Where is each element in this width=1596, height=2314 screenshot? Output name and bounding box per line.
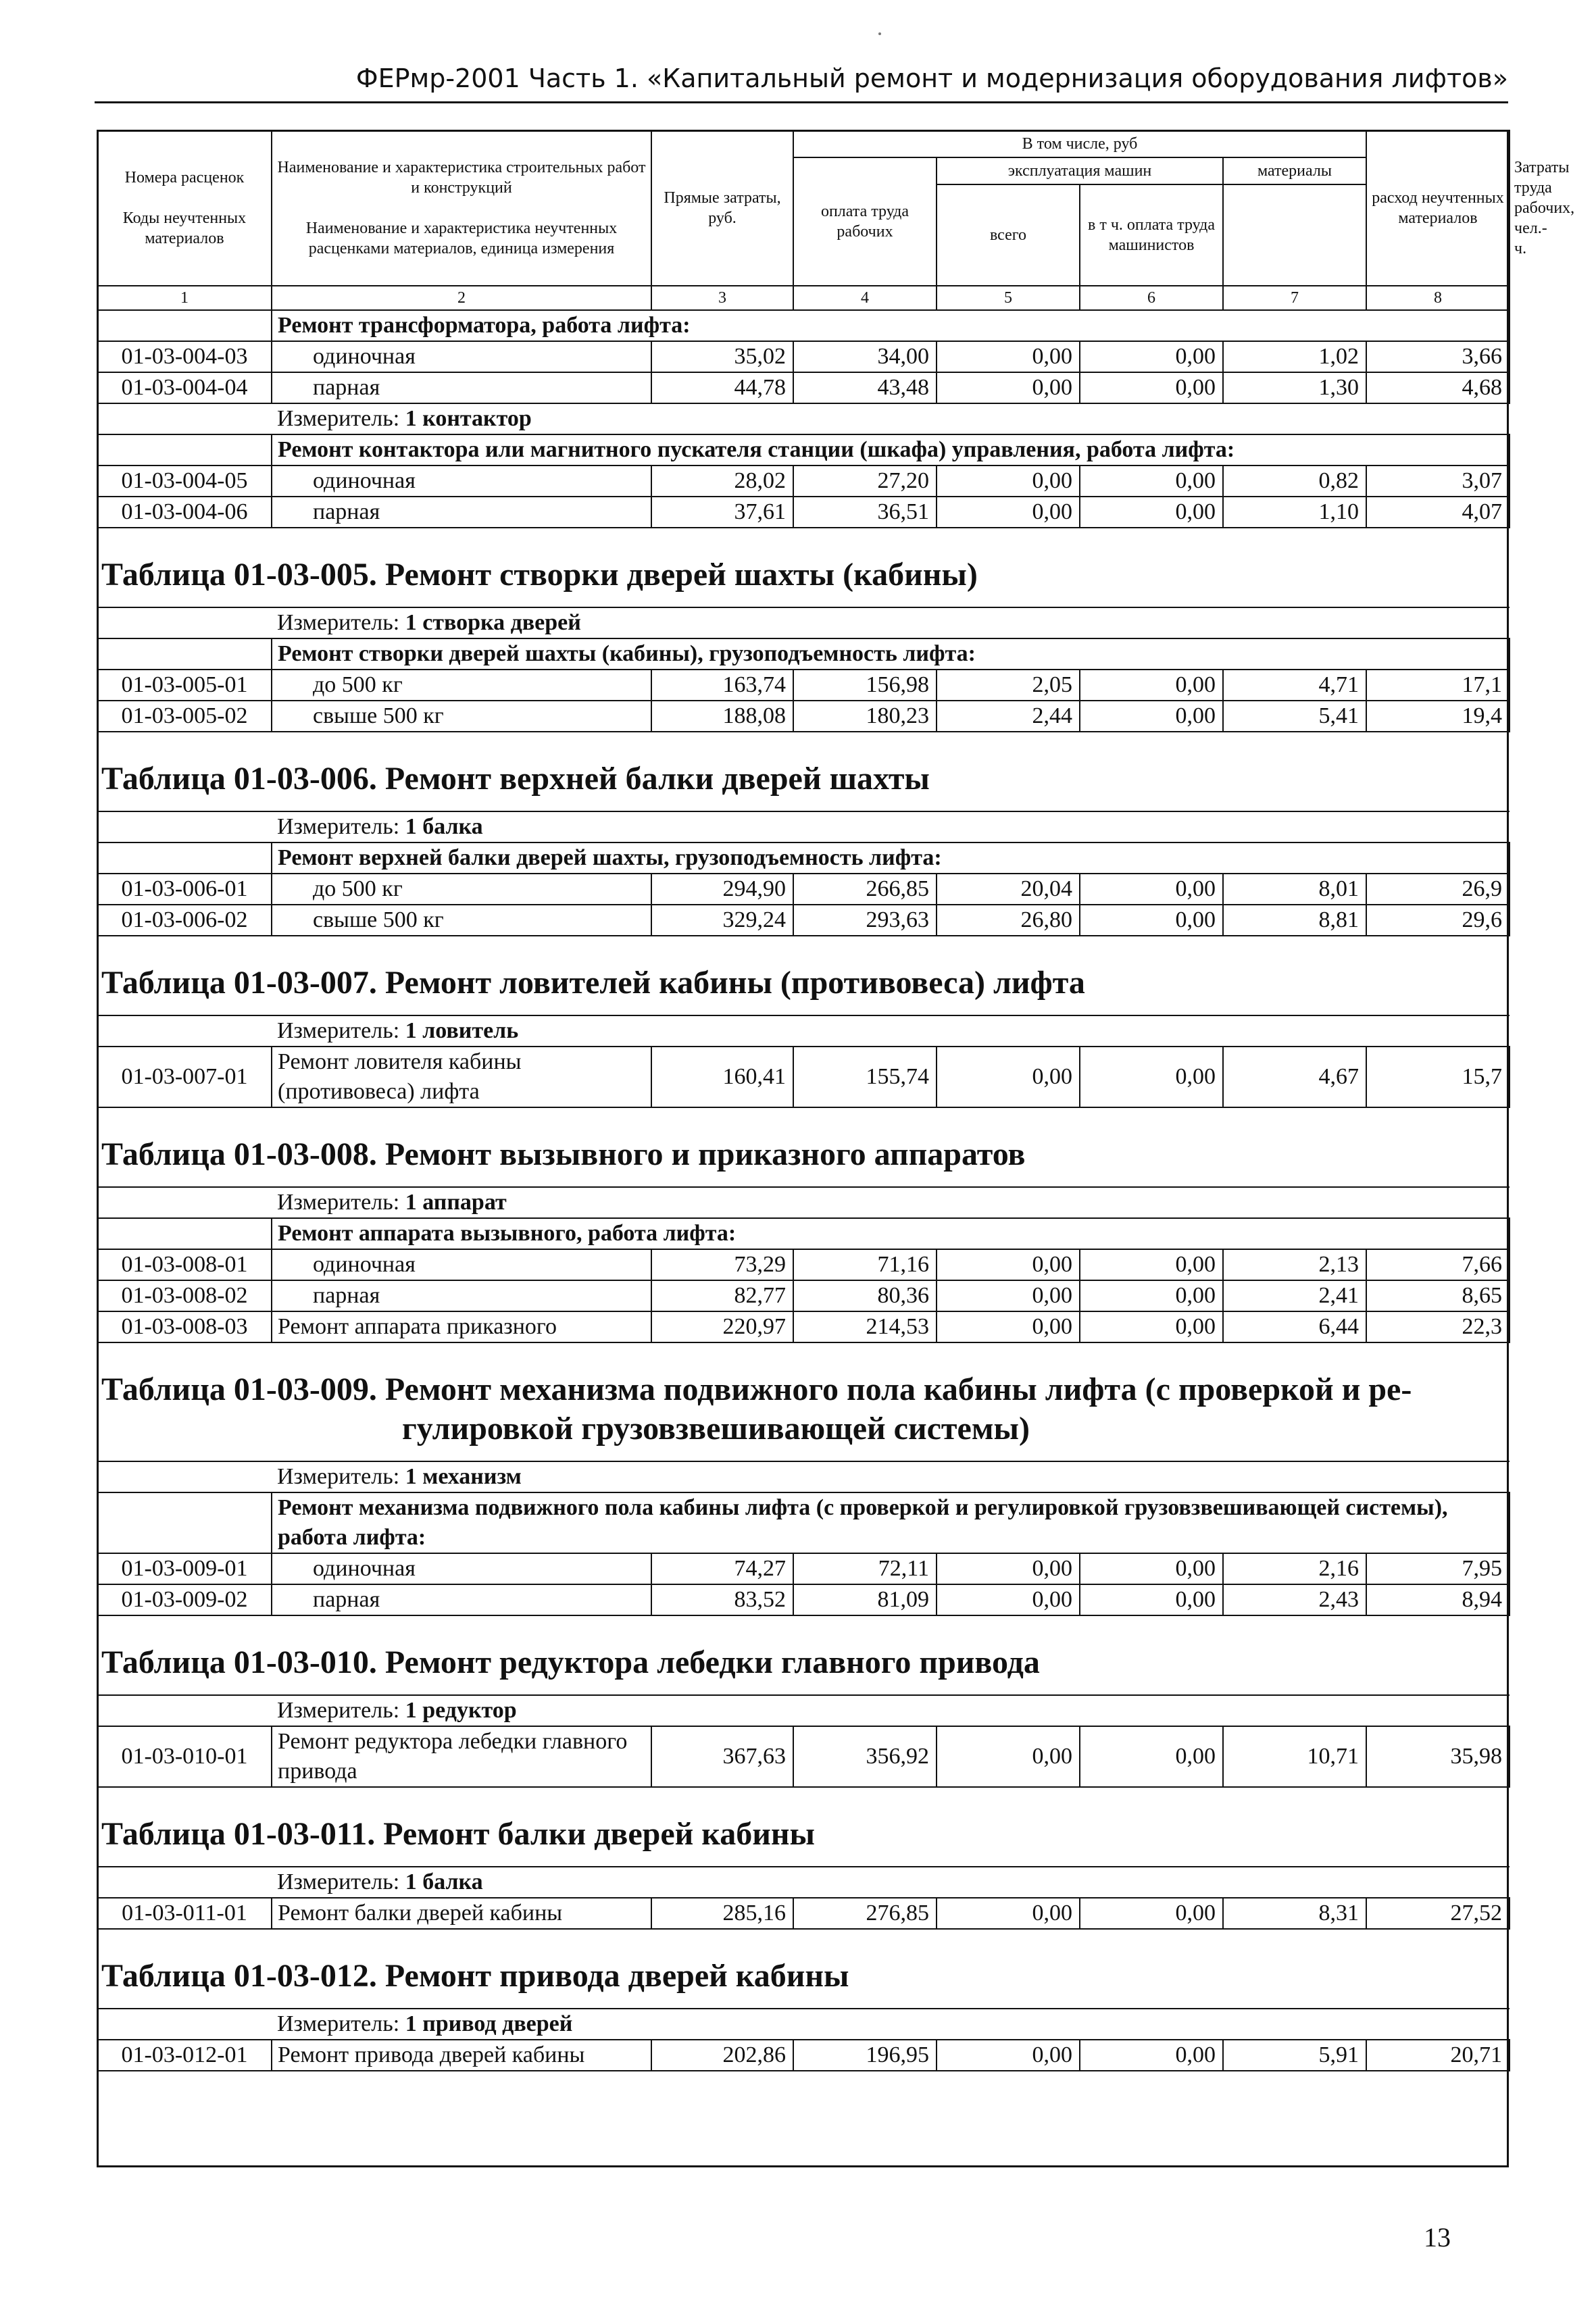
table-title <box>97 1615 1510 1695</box>
hdr-wage: оплата труда рабочих <box>793 157 937 286</box>
wage-cost: 293,63 <box>793 905 937 936</box>
rates-table <box>97 130 1575 2071</box>
idx-5: 5 <box>937 286 1080 310</box>
measure-code-blank <box>97 1015 272 1047</box>
machine-cost: 0,00 <box>937 1584 1080 1615</box>
wage-cost: 43,48 <box>793 372 937 403</box>
machinist-wage: 0,00 <box>1080 1311 1223 1342</box>
wage-cost: 36,51 <box>793 497 937 528</box>
group-code-blank <box>97 434 272 466</box>
direct-cost: 83,52 <box>651 1584 793 1615</box>
direct-cost: 160,41 <box>651 1047 793 1107</box>
rate-code: 01-03-009-02 <box>97 1584 272 1615</box>
machinist-wage: 0,00 <box>1080 1726 1223 1787</box>
wage-cost: 81,09 <box>793 1584 937 1615</box>
table-body <box>97 130 1575 2071</box>
measure-code-blank <box>97 1695 272 1726</box>
idx-7: 7 <box>1223 286 1366 310</box>
labor-cost: 22,3 <box>1366 1311 1510 1342</box>
machinist-wage: 0,00 <box>1080 670 1223 701</box>
measure-cell <box>272 1461 1510 1492</box>
table-row <box>97 1553 1510 1584</box>
table-row <box>97 497 1510 528</box>
measure-prefix: Измеритель: <box>277 814 400 839</box>
table-row <box>97 1311 1510 1342</box>
machine-cost: 0,00 <box>937 2040 1080 2071</box>
hdr-mat-cons: расход неучтенных материалов <box>1366 130 1510 286</box>
rate-name: Ремонт привода дверей кабины <box>272 2040 651 2071</box>
machinist-wage: 0,00 <box>1080 1898 1223 1929</box>
machinist-wage: 0,00 <box>1080 905 1223 936</box>
direct-cost: 220,97 <box>651 1311 793 1342</box>
materials-cost: 8,31 <box>1223 1898 1366 1929</box>
measure-row <box>97 1187 1510 1218</box>
rate-code: 01-03-004-03 <box>97 341 272 372</box>
measure-unit: 1 створка дверей <box>405 610 581 635</box>
hdr-mat-codes-text: Коды неучтенных материалов <box>122 209 247 247</box>
table-row <box>97 701 1510 732</box>
hdr-work-name-text: Наименование и характеристика строительных работ и конструкций <box>277 159 646 197</box>
labor-cost: 4,07 <box>1366 497 1510 528</box>
measure-prefix: Измеритель: <box>277 610 400 635</box>
rate-name: Ремонт ловителя кабины (противовеса) лифта <box>272 1047 651 1107</box>
measure-code-blank <box>97 607 272 638</box>
labor-cost: 4,68 <box>1366 372 1510 403</box>
hdr-mat-name-text: Наименование и характеристика неучтенных расценками материалов, единица измерения <box>305 220 618 257</box>
machine-cost: 0,00 <box>937 1726 1080 1787</box>
direct-cost: 73,29 <box>651 1249 793 1280</box>
document-body <box>97 130 1575 2071</box>
machinist-wage: 0,00 <box>1080 1584 1223 1615</box>
direct-cost: 74,27 <box>651 1553 793 1584</box>
materials-cost: 2,13 <box>1223 1249 1366 1280</box>
group-heading-row <box>97 842 1510 874</box>
group-heading: Ремонт механизма подвижного пола кабины лифта (с проверкой и регулировкой грузовзвешивающей системы), работа лифта: <box>272 1492 1510 1553</box>
measure-unit: 1 привод дверей <box>405 2011 573 2036</box>
measure-cell <box>272 1695 1510 1726</box>
measure-prefix: Измеритель: <box>277 1698 400 1723</box>
direct-cost: 37,61 <box>651 497 793 528</box>
rate-name: Ремонт балки дверей кабины <box>272 1898 651 1929</box>
group-code-blank <box>97 842 272 874</box>
machinist-wage: 0,00 <box>1080 701 1223 732</box>
hdr-direct: Прямые затраты, руб. <box>651 130 793 286</box>
group-code-blank <box>97 638 272 670</box>
direct-cost: 35,02 <box>651 341 793 372</box>
labor-cost: 8,65 <box>1366 1280 1510 1311</box>
measure-code-blank <box>97 1867 272 1898</box>
machine-cost: 2,44 <box>937 701 1080 732</box>
machinist-wage: 0,00 <box>1080 874 1223 905</box>
table-row <box>97 372 1510 403</box>
table-row <box>97 874 1510 905</box>
table-row <box>97 1726 1510 1787</box>
machinist-wage: 0,00 <box>1080 1553 1223 1584</box>
table-title-text: Таблица 01-03-008. Ремонт вызывного и приказного аппаратов <box>101 1136 1026 1172</box>
header-rule <box>95 101 1508 103</box>
materials-cost: 1,10 <box>1223 497 1366 528</box>
machine-cost: 0,00 <box>937 1047 1080 1107</box>
hdr-incl-wage: в т ч. оплата труда машинистов <box>1080 184 1223 286</box>
running-header: ФЕРмр-2001 Часть 1. «Капитальный ремонт и модернизация оборудования лифтов» <box>355 64 1508 93</box>
table-row <box>97 1047 1510 1107</box>
measure-row <box>97 1867 1510 1898</box>
group-heading: Ремонт аппарата вызывного, работа лифта: <box>272 1218 1510 1249</box>
rate-name: Ремонт аппарата приказного <box>272 1311 651 1342</box>
measure-row <box>97 1015 1510 1047</box>
machinist-wage: 0,00 <box>1080 372 1223 403</box>
rate-code: 01-03-012-01 <box>97 2040 272 2071</box>
direct-cost: 285,16 <box>651 1898 793 1929</box>
table-title-row <box>97 1929 1510 2009</box>
direct-cost: 188,08 <box>651 701 793 732</box>
table-row <box>97 1584 1510 1615</box>
group-heading-row <box>97 1492 1510 1553</box>
rate-code: 01-03-005-02 <box>97 701 272 732</box>
idx-4: 4 <box>793 286 937 310</box>
labor-cost: 29,6 <box>1366 905 1510 936</box>
table-title-text: Таблица 01-03-009. Ремонт механизма подвижного пола кабины лифта (с проверкой и ре- <box>101 1372 1412 1407</box>
group-code-blank <box>97 310 272 341</box>
table-title <box>97 1787 1510 1867</box>
measure-prefix: Измеритель: <box>277 1869 400 1894</box>
labor-cost: 7,66 <box>1366 1249 1510 1280</box>
table-row <box>97 670 1510 701</box>
measure-unit: 1 аппарат <box>405 1190 507 1215</box>
hdr-name <box>272 130 651 286</box>
machine-cost: 20,04 <box>937 874 1080 905</box>
rate-code: 01-03-009-01 <box>97 1553 272 1584</box>
labor-cost: 8,94 <box>1366 1584 1510 1615</box>
table-title <box>97 1107 1510 1187</box>
table-title <box>97 1342 1510 1461</box>
direct-cost: 294,90 <box>651 874 793 905</box>
measure-cell <box>272 1187 1510 1218</box>
measure-unit: 1 балка <box>405 1869 483 1894</box>
table-title <box>97 936 1510 1015</box>
wage-cost: 196,95 <box>793 2040 937 2071</box>
measure-code-blank <box>97 2009 272 2040</box>
group-heading-row <box>97 1218 1510 1249</box>
measure-cell <box>272 1867 1510 1898</box>
wage-cost: 156,98 <box>793 670 937 701</box>
direct-cost: 202,86 <box>651 2040 793 2071</box>
table-row <box>97 905 1510 936</box>
machine-cost: 2,05 <box>937 670 1080 701</box>
hdr-materials: материалы <box>1223 157 1366 184</box>
rate-code: 01-03-010-01 <box>97 1726 272 1787</box>
table-title-text: Таблица 01-03-005. Ремонт створки дверей шахты (кабины) <box>101 557 978 593</box>
group-code-blank <box>97 1218 272 1249</box>
rate-code: 01-03-006-02 <box>97 905 272 936</box>
rate-code: 01-03-006-01 <box>97 874 272 905</box>
measure-prefix: Измеритель: <box>277 2011 400 2036</box>
measure-cell <box>272 811 1510 842</box>
machine-cost: 0,00 <box>937 1280 1080 1311</box>
idx-6: 6 <box>1080 286 1223 310</box>
direct-cost: 329,24 <box>651 905 793 936</box>
machine-cost: 26,80 <box>937 905 1080 936</box>
measure-row <box>97 403 1510 434</box>
machinist-wage: 0,00 <box>1080 341 1223 372</box>
materials-cost: 8,01 <box>1223 874 1366 905</box>
table-title-continuation: гулировкой грузовзвешивающей системы) <box>402 1411 1030 1447</box>
hdr-incl: В том числе, руб <box>793 130 1366 157</box>
materials-cost: 5,91 <box>1223 2040 1366 2071</box>
rate-name: парная <box>272 1584 651 1615</box>
hdr-machine: эксплуатация машин <box>937 157 1223 184</box>
table-title <box>97 732 1510 811</box>
measure-unit: 1 ловитель <box>405 1018 519 1043</box>
rate-name: свыше 500 кг <box>272 905 651 936</box>
wage-cost: 80,36 <box>793 1280 937 1311</box>
measure-cell <box>272 403 1510 434</box>
materials-cost: 1,02 <box>1223 341 1366 372</box>
table-title-row <box>97 936 1510 1015</box>
machine-cost: 0,00 <box>937 466 1080 497</box>
labor-cost: 20,71 <box>1366 2040 1510 2071</box>
machine-cost: 0,00 <box>937 341 1080 372</box>
wage-cost: 34,00 <box>793 341 937 372</box>
measure-row <box>97 811 1510 842</box>
rate-code: 01-03-004-04 <box>97 372 272 403</box>
rate-name: свыше 500 кг <box>272 701 651 732</box>
rate-code: 01-03-011-01 <box>97 1898 272 1929</box>
labor-cost: 3,66 <box>1366 341 1510 372</box>
measure-cell <box>272 607 1510 638</box>
materials-cost: 2,43 <box>1223 1584 1366 1615</box>
table-title-row <box>97 1615 1510 1695</box>
table-title <box>97 1929 1510 2009</box>
machine-cost: 0,00 <box>937 1553 1080 1584</box>
measure-prefix: Измеритель: <box>277 1464 400 1489</box>
wage-cost: 214,53 <box>793 1311 937 1342</box>
wage-cost: 27,20 <box>793 466 937 497</box>
hdr-rate-no <box>97 130 272 286</box>
rate-name: парная <box>272 372 651 403</box>
wage-cost: 180,23 <box>793 701 937 732</box>
labor-cost: 27,52 <box>1366 1898 1510 1929</box>
measure-row <box>97 607 1510 638</box>
hdr-materials-blank <box>1223 184 1366 286</box>
measure-prefix: Измеритель: <box>277 406 400 431</box>
rate-name: до 500 кг <box>272 874 651 905</box>
rate-code: 01-03-005-01 <box>97 670 272 701</box>
idx-3: 3 <box>651 286 793 310</box>
rate-name: одиночная <box>272 1553 651 1584</box>
labor-cost: 7,95 <box>1366 1553 1510 1584</box>
wage-cost: 72,11 <box>793 1553 937 1584</box>
labor-cost: 19,4 <box>1366 701 1510 732</box>
machine-cost: 0,00 <box>937 497 1080 528</box>
group-heading-row <box>97 310 1510 341</box>
machine-cost: 0,00 <box>937 1898 1080 1929</box>
measure-cell <box>272 2009 1510 2040</box>
table-row <box>97 1898 1510 1929</box>
measure-code-blank <box>97 1461 272 1492</box>
direct-cost: 163,74 <box>651 670 793 701</box>
table-row <box>97 1280 1510 1311</box>
measure-row <box>97 1461 1510 1492</box>
table-title-row <box>97 732 1510 811</box>
direct-cost: 82,77 <box>651 1280 793 1311</box>
machinist-wage: 0,00 <box>1080 1249 1223 1280</box>
table-row <box>97 341 1510 372</box>
header-index-row <box>97 286 1510 310</box>
direct-cost: 44,78 <box>651 372 793 403</box>
table-title-row <box>97 1787 1510 1867</box>
wage-cost: 276,85 <box>793 1898 937 1929</box>
page-number: 13 <box>1424 2222 1451 2253</box>
measure-prefix: Измеритель: <box>277 1190 400 1215</box>
labor-cost: 17,1 <box>1366 670 1510 701</box>
rate-code: 01-03-007-01 <box>97 1047 272 1107</box>
direct-cost: 367,63 <box>651 1726 793 1787</box>
table-title-row <box>97 1107 1510 1187</box>
machine-cost: 0,00 <box>937 1249 1080 1280</box>
table-title-text: Таблица 01-03-012. Ремонт привода дверей кабины <box>101 1958 849 1994</box>
machinist-wage: 0,00 <box>1080 497 1223 528</box>
measure-prefix: Измеритель: <box>277 1018 400 1043</box>
rate-code: 01-03-004-05 <box>97 466 272 497</box>
table-title-row <box>97 1342 1510 1461</box>
idx-8: 8 <box>1366 286 1510 310</box>
measure-row <box>97 2009 1510 2040</box>
materials-cost: 5,41 <box>1223 701 1366 732</box>
materials-cost: 1,30 <box>1223 372 1366 403</box>
measure-unit: 1 редуктор <box>405 1698 517 1723</box>
wage-cost: 356,92 <box>793 1726 937 1787</box>
materials-cost: 2,16 <box>1223 1553 1366 1584</box>
hdr-total: всего <box>937 184 1080 286</box>
header-row-1: Номера расценок Коды неучтенных материалов Наименование и характеристика строительных работ и конструкций Наименование и характеристика неучтенных расценками материалов, единица измерения Прямые затраты, руб. В том числе, руб расход неучтенных материалов Затраты труда рабочих, чел.-ч. <box>97 130 1510 157</box>
rate-code: 01-03-008-03 <box>97 1311 272 1342</box>
machinist-wage: 0,00 <box>1080 1047 1223 1107</box>
table-title-text: Таблица 01-03-010. Ремонт редуктора лебедки главного привода <box>101 1644 1040 1680</box>
scan-speck <box>878 32 881 35</box>
measure-unit: 1 механизм <box>405 1464 522 1489</box>
table-title-row <box>97 528 1510 607</box>
measure-unit: 1 балка <box>405 814 483 839</box>
machine-cost: 0,00 <box>937 1311 1080 1342</box>
wage-cost: 155,74 <box>793 1047 937 1107</box>
group-code-blank <box>97 1492 272 1553</box>
measure-cell <box>272 1015 1510 1047</box>
table-title-text: Таблица 01-03-007. Ремонт ловителей кабины (противовеса) лифта <box>101 965 1085 1001</box>
rate-name: парная <box>272 497 651 528</box>
group-heading: Ремонт верхней балки дверей шахты, грузоподъемность лифта: <box>272 842 1510 874</box>
materials-cost: 0,82 <box>1223 466 1366 497</box>
hdr-rate-no-text: Номера расценок <box>124 169 245 186</box>
group-heading-row <box>97 434 1510 466</box>
measure-code-blank <box>97 811 272 842</box>
machinist-wage: 0,00 <box>1080 466 1223 497</box>
rate-name: Ремонт редуктора лебедки главного привода <box>272 1726 651 1787</box>
labor-cost: 15,7 <box>1366 1047 1510 1107</box>
rate-name: парная <box>272 1280 651 1311</box>
measure-row <box>97 1695 1510 1726</box>
table-row <box>97 466 1510 497</box>
labor-cost: 35,98 <box>1366 1726 1510 1787</box>
table-title-text: Таблица 01-03-006. Ремонт верхней балки дверей шахты <box>101 761 930 797</box>
rate-name: одиночная <box>272 1249 651 1280</box>
materials-cost: 2,41 <box>1223 1280 1366 1311</box>
materials-cost: 4,71 <box>1223 670 1366 701</box>
rate-name: одиночная <box>272 466 651 497</box>
table-title <box>97 528 1510 607</box>
direct-cost: 28,02 <box>651 466 793 497</box>
rate-name: до 500 кг <box>272 670 651 701</box>
materials-cost: 8,81 <box>1223 905 1366 936</box>
machinist-wage: 0,00 <box>1080 2040 1223 2071</box>
materials-cost: 4,67 <box>1223 1047 1366 1107</box>
group-heading-row <box>97 638 1510 670</box>
wage-cost: 71,16 <box>793 1249 937 1280</box>
idx-1: 1 <box>97 286 272 310</box>
labor-cost: 3,07 <box>1366 466 1510 497</box>
group-heading: Ремонт створки дверей шахты (кабины), грузоподъемность лифта: <box>272 638 1510 670</box>
machinist-wage: 0,00 <box>1080 1280 1223 1311</box>
machine-cost: 0,00 <box>937 372 1080 403</box>
group-heading: Ремонт трансформатора, работа лифта: <box>272 310 1510 341</box>
rate-code: 01-03-008-02 <box>97 1280 272 1311</box>
materials-cost: 10,71 <box>1223 1726 1366 1787</box>
table-title-text: Таблица 01-03-011. Ремонт балки дверей кабины <box>101 1816 816 1852</box>
rate-name: одиночная <box>272 341 651 372</box>
labor-cost: 26,9 <box>1366 874 1510 905</box>
measure-unit: 1 контактор <box>405 406 532 431</box>
measure-code-blank <box>97 403 272 434</box>
idx-2: 2 <box>272 286 651 310</box>
table-row <box>97 2040 1510 2071</box>
measure-code-blank <box>97 1187 272 1218</box>
materials-cost: 6,44 <box>1223 1311 1366 1342</box>
rate-code: 01-03-004-06 <box>97 497 272 528</box>
rate-code: 01-03-008-01 <box>97 1249 272 1280</box>
wage-cost: 266,85 <box>793 874 937 905</box>
group-heading: Ремонт контактора или магнитного пускателя станции (шкафа) управления, работа лифта: <box>272 434 1510 466</box>
table-row <box>97 1249 1510 1280</box>
